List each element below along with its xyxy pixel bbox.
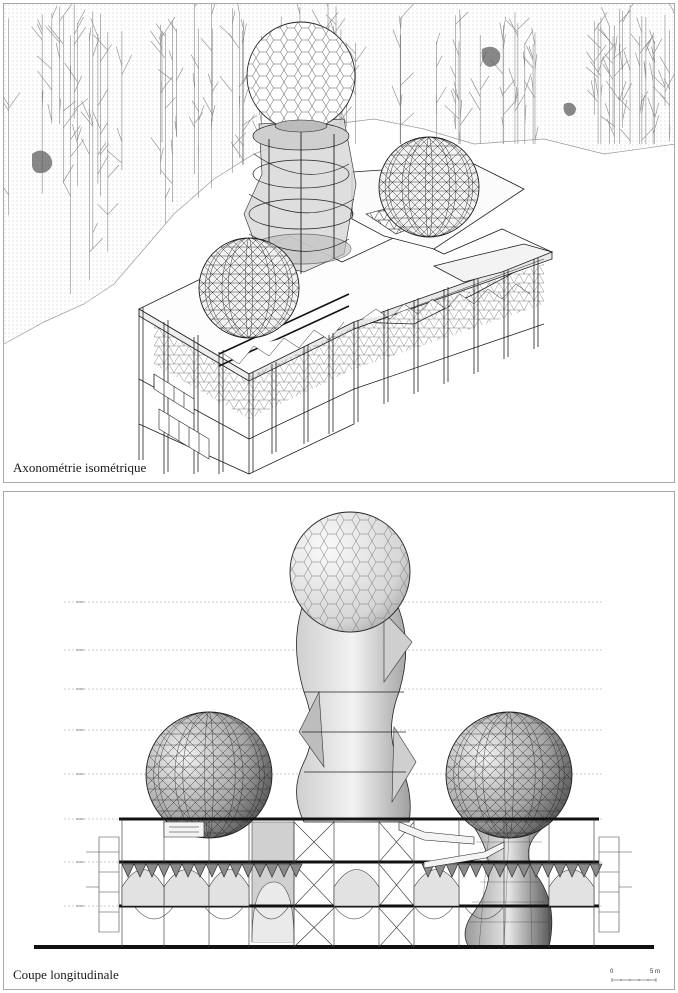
section-sphere-right	[383, 712, 630, 947]
section-drawing	[4, 492, 675, 990]
scale-bar-end-label: 5 m	[650, 969, 661, 975]
section-caption: Coupe longitudinale	[13, 967, 119, 982]
axonometry-drawing	[4, 4, 675, 483]
axonometry-panel	[3, 3, 675, 483]
section-panel	[3, 491, 675, 990]
scale-bar-start-label: 0	[610, 969, 614, 975]
scale-bar	[612, 978, 656, 982]
axonometry-caption: Axonométrie isométrique	[13, 460, 147, 475]
